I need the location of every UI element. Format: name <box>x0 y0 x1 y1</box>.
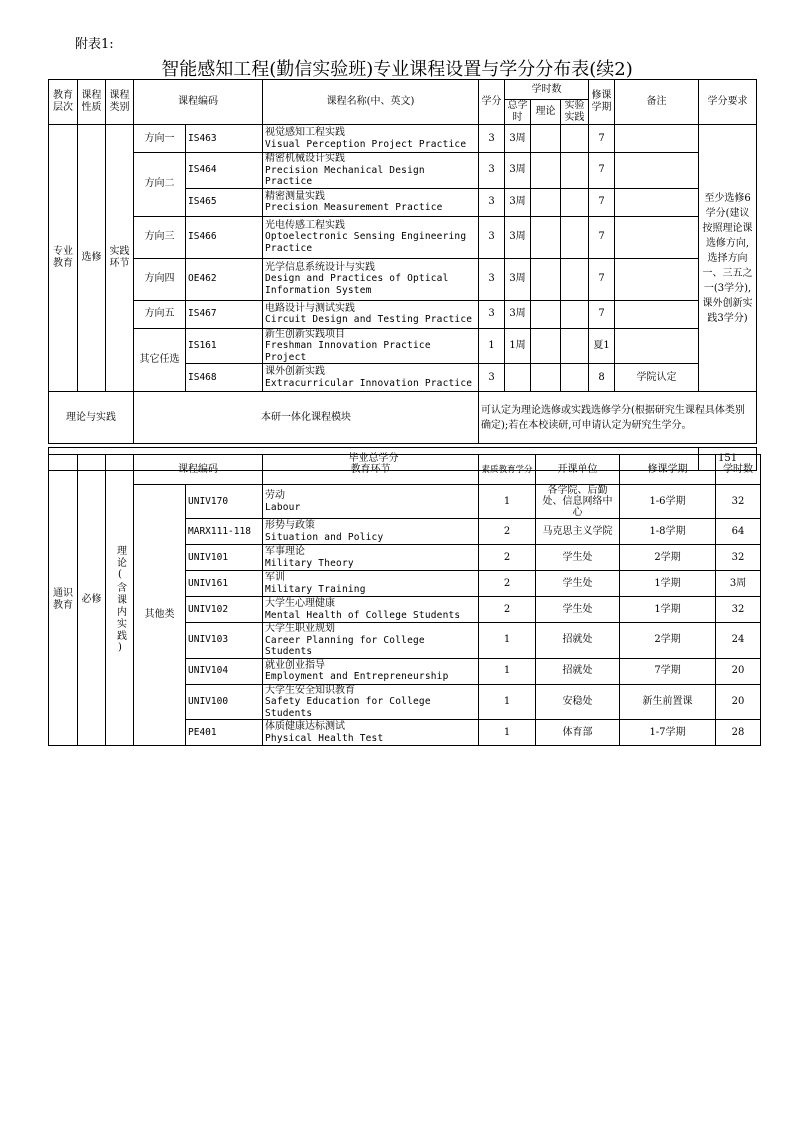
course-name: 光学信息系统设计与实践 Design and Practices of Optical Information System <box>263 258 479 300</box>
course-code: UNIV103 <box>186 623 263 659</box>
total-hours: 3周 <box>505 216 531 258</box>
unit: 安稳处 <box>536 684 620 720</box>
lab-hours <box>561 328 589 364</box>
total-hours <box>505 364 531 392</box>
remark: 学院认定 <box>615 364 699 392</box>
theory-hours <box>531 153 561 189</box>
course-code: IS467 <box>186 300 263 328</box>
hours: 32 <box>716 485 761 519</box>
semester: 新生前置课 <box>620 684 716 720</box>
course-name: 精密测量实践 Precision Measurement Practice <box>263 188 479 216</box>
semester: 7 <box>589 216 615 258</box>
course-code: PE401 <box>186 720 263 746</box>
semester: 8 <box>589 364 615 392</box>
credit: 3 <box>479 153 505 189</box>
course-table-professional <box>48 79 757 471</box>
course-table-general <box>48 454 761 746</box>
remark <box>615 188 699 216</box>
course-code: OE462 <box>186 258 263 300</box>
level-cell: 专业教育 <box>49 125 78 392</box>
lab-hours <box>561 216 589 258</box>
hours: 20 <box>716 658 761 684</box>
course-name: 光电传感工程实践 Optoelectronic Sensing Engineering Practice <box>263 216 479 258</box>
theory-hours <box>531 188 561 216</box>
unit: 学生处 <box>536 545 620 571</box>
lab-hours <box>561 300 589 328</box>
credit: 1 <box>479 658 536 684</box>
course-code: UNIV104 <box>186 658 263 684</box>
credit: 3 <box>479 188 505 216</box>
hours: 64 <box>716 519 761 545</box>
course-name: 就业创业指导 Employment and Entrepreneurship <box>263 658 479 684</box>
course-code: UNIV102 <box>186 597 263 623</box>
course-name: 大学生职业规划 Career Planning for College Students <box>263 623 479 659</box>
total-hours: 1周 <box>505 328 531 364</box>
remark <box>615 328 699 364</box>
semester: 夏1 <box>589 328 615 364</box>
theory-hours <box>531 258 561 300</box>
credit: 1 <box>479 623 536 659</box>
hours: 28 <box>716 720 761 746</box>
credit: 2 <box>479 571 536 597</box>
course-name: 大学生安全知识教育 Safety Education for College Students <box>263 684 479 720</box>
course-name: 军训 Military Training <box>263 571 479 597</box>
appendix-note: 附表1: <box>75 37 114 52</box>
integration-module: 本研一体化课程模块 <box>134 392 479 444</box>
semester: 1学期 <box>620 571 716 597</box>
header-category: 课程类别 <box>106 80 134 125</box>
course-code: UNIV170 <box>186 485 263 519</box>
course-name: 精密机械设计实践 Precision Mechanical Design Practice <box>263 153 479 189</box>
total-credits-label: 毕业总学分 <box>49 448 699 471</box>
semester: 7 <box>589 153 615 189</box>
hours: 20 <box>716 684 761 720</box>
lab-hours <box>561 188 589 216</box>
unit: 体育部 <box>536 720 620 746</box>
unit: 各学院、后勤处、信息网络中心 <box>536 485 620 519</box>
hours: 32 <box>716 545 761 571</box>
course-name: 体质健康达标测试 Physical Health Test <box>263 720 479 746</box>
course-name: 新生创新实践项目 Freshman Innovation Practice Project <box>263 328 479 364</box>
course-name: 军事理论 Military Theory <box>263 545 479 571</box>
integration-label: 理论与实践 <box>49 392 134 444</box>
unit: 招就处 <box>536 658 620 684</box>
semester: 1-6学期 <box>620 485 716 519</box>
course-name: 大学生心理健康 Mental Health of College Students <box>263 597 479 623</box>
header-hours-group: 学时数 <box>505 80 589 100</box>
header-semester: 修课学期 <box>620 455 716 485</box>
direction-2: 方向二 <box>134 153 186 217</box>
general-level-cell: 通识教育 <box>49 455 78 746</box>
course-code: IS464 <box>186 153 263 189</box>
category-cell: 实践环节 <box>106 125 134 392</box>
remark <box>615 216 699 258</box>
header-credit: 素质教育学分 <box>479 455 536 485</box>
theory-hours <box>531 300 561 328</box>
unit: 招就处 <box>536 623 620 659</box>
theory-hours <box>531 364 561 392</box>
header-nature: 课程性质 <box>78 80 106 125</box>
course-name: 形势与政策 Situation and Policy <box>263 519 479 545</box>
course-code: UNIV100 <box>186 684 263 720</box>
header-name: 课程名称(中、英文) <box>263 80 479 125</box>
direction-other: 其它任选 <box>134 328 186 392</box>
header-code: 课程编码 <box>134 455 263 485</box>
semester: 2学期 <box>620 623 716 659</box>
semester: 1学期 <box>620 597 716 623</box>
semester: 7学期 <box>620 658 716 684</box>
remark <box>615 153 699 189</box>
lab-hours <box>561 125 589 153</box>
remark <box>615 125 699 153</box>
credit: 2 <box>479 519 536 545</box>
semester: 7 <box>589 125 615 153</box>
header-name: 教育环节 <box>263 455 479 485</box>
total-hours: 3周 <box>505 153 531 189</box>
lab-hours <box>561 258 589 300</box>
theory-hours <box>531 328 561 364</box>
integration-description: 可认定为理论选修或实践选修学分(根据研究生课程具体类别确定);若在本校读研,可申请认定为研究生学分。 <box>479 392 757 444</box>
course-code: IS463 <box>186 125 263 153</box>
lab-hours <box>561 364 589 392</box>
total-credits-value: 151 <box>699 448 757 471</box>
remark <box>615 258 699 300</box>
course-code: IS161 <box>186 328 263 364</box>
semester: 7 <box>589 258 615 300</box>
header-theory: 理论 <box>531 100 561 125</box>
header-requirement: 学分要求 <box>699 80 757 125</box>
course-name: 电路设计与测试实践 Circuit Design and Testing Practice <box>263 300 479 328</box>
header-lab: 实验实践 <box>561 100 589 125</box>
total-hours: 3周 <box>505 188 531 216</box>
semester: 1-7学期 <box>620 720 716 746</box>
course-code: UNIV161 <box>186 571 263 597</box>
hours: 3周 <box>716 571 761 597</box>
semester: 2学期 <box>620 545 716 571</box>
credit: 1 <box>479 684 536 720</box>
credit: 3 <box>479 364 505 392</box>
unit: 学生处 <box>536 597 620 623</box>
course-name: 视觉感知工程实践 Visual Perception Project Practice <box>263 125 479 153</box>
credit: 1 <box>479 720 536 746</box>
course-code: MARX111-118 <box>186 519 263 545</box>
page-title: 智能感知工程(勤信实验班)专业课程设置与学分分布表(续2) <box>161 59 633 80</box>
direction-4: 方向四 <box>134 258 186 300</box>
total-hours: 3周 <box>505 125 531 153</box>
header-unit: 开课单位 <box>536 455 620 485</box>
nature-cell: 选修 <box>78 125 106 392</box>
general-nature-cell: 必修 <box>78 455 106 746</box>
semester: 7 <box>589 300 615 328</box>
general-category-cell: 理论(含课内实践) <box>106 455 134 746</box>
credit: 1 <box>479 485 536 519</box>
course-code: UNIV101 <box>186 545 263 571</box>
hours: 32 <box>716 597 761 623</box>
credit: 3 <box>479 300 505 328</box>
header-semester: 修课学期 <box>589 80 615 125</box>
direction-5: 方向五 <box>134 300 186 328</box>
course-code: IS466 <box>186 216 263 258</box>
header-total-hours: 总学时 <box>505 100 531 125</box>
total-hours: 3周 <box>505 300 531 328</box>
direction-1: 方向一 <box>134 125 186 153</box>
header-remark: 备注 <box>615 80 699 125</box>
remark <box>615 300 699 328</box>
credit: 3 <box>479 216 505 258</box>
subcategory-cell: 其他类 <box>134 485 186 746</box>
unit: 学生处 <box>536 571 620 597</box>
header-hours: 学时数 <box>716 455 761 485</box>
total-hours: 3周 <box>505 258 531 300</box>
theory-hours <box>531 125 561 153</box>
credit: 1 <box>479 328 505 364</box>
course-name: 劳动 Labour <box>263 485 479 519</box>
lab-hours <box>561 153 589 189</box>
credit: 3 <box>479 258 505 300</box>
unit: 马克思主义学院 <box>536 519 620 545</box>
course-code: IS465 <box>186 188 263 216</box>
header-code: 课程编码 <box>134 80 263 125</box>
credit: 2 <box>479 597 536 623</box>
credit: 3 <box>479 125 505 153</box>
direction-3: 方向三 <box>134 216 186 258</box>
requirement-cell: 至少选修6学分(建议按照理论课选修方向,选择方向一、三五之一(3学分),课外创新实践3学分) <box>699 125 757 392</box>
course-name: 课外创新实践 Extracurricular Innovation Practice <box>263 364 479 392</box>
semester: 7 <box>589 188 615 216</box>
hours: 24 <box>716 623 761 659</box>
header-level: 教育层次 <box>49 80 78 125</box>
credit: 2 <box>479 545 536 571</box>
course-code: IS468 <box>186 364 263 392</box>
header-credit: 学分 <box>479 80 505 125</box>
theory-hours <box>531 216 561 258</box>
semester: 1-8学期 <box>620 519 716 545</box>
